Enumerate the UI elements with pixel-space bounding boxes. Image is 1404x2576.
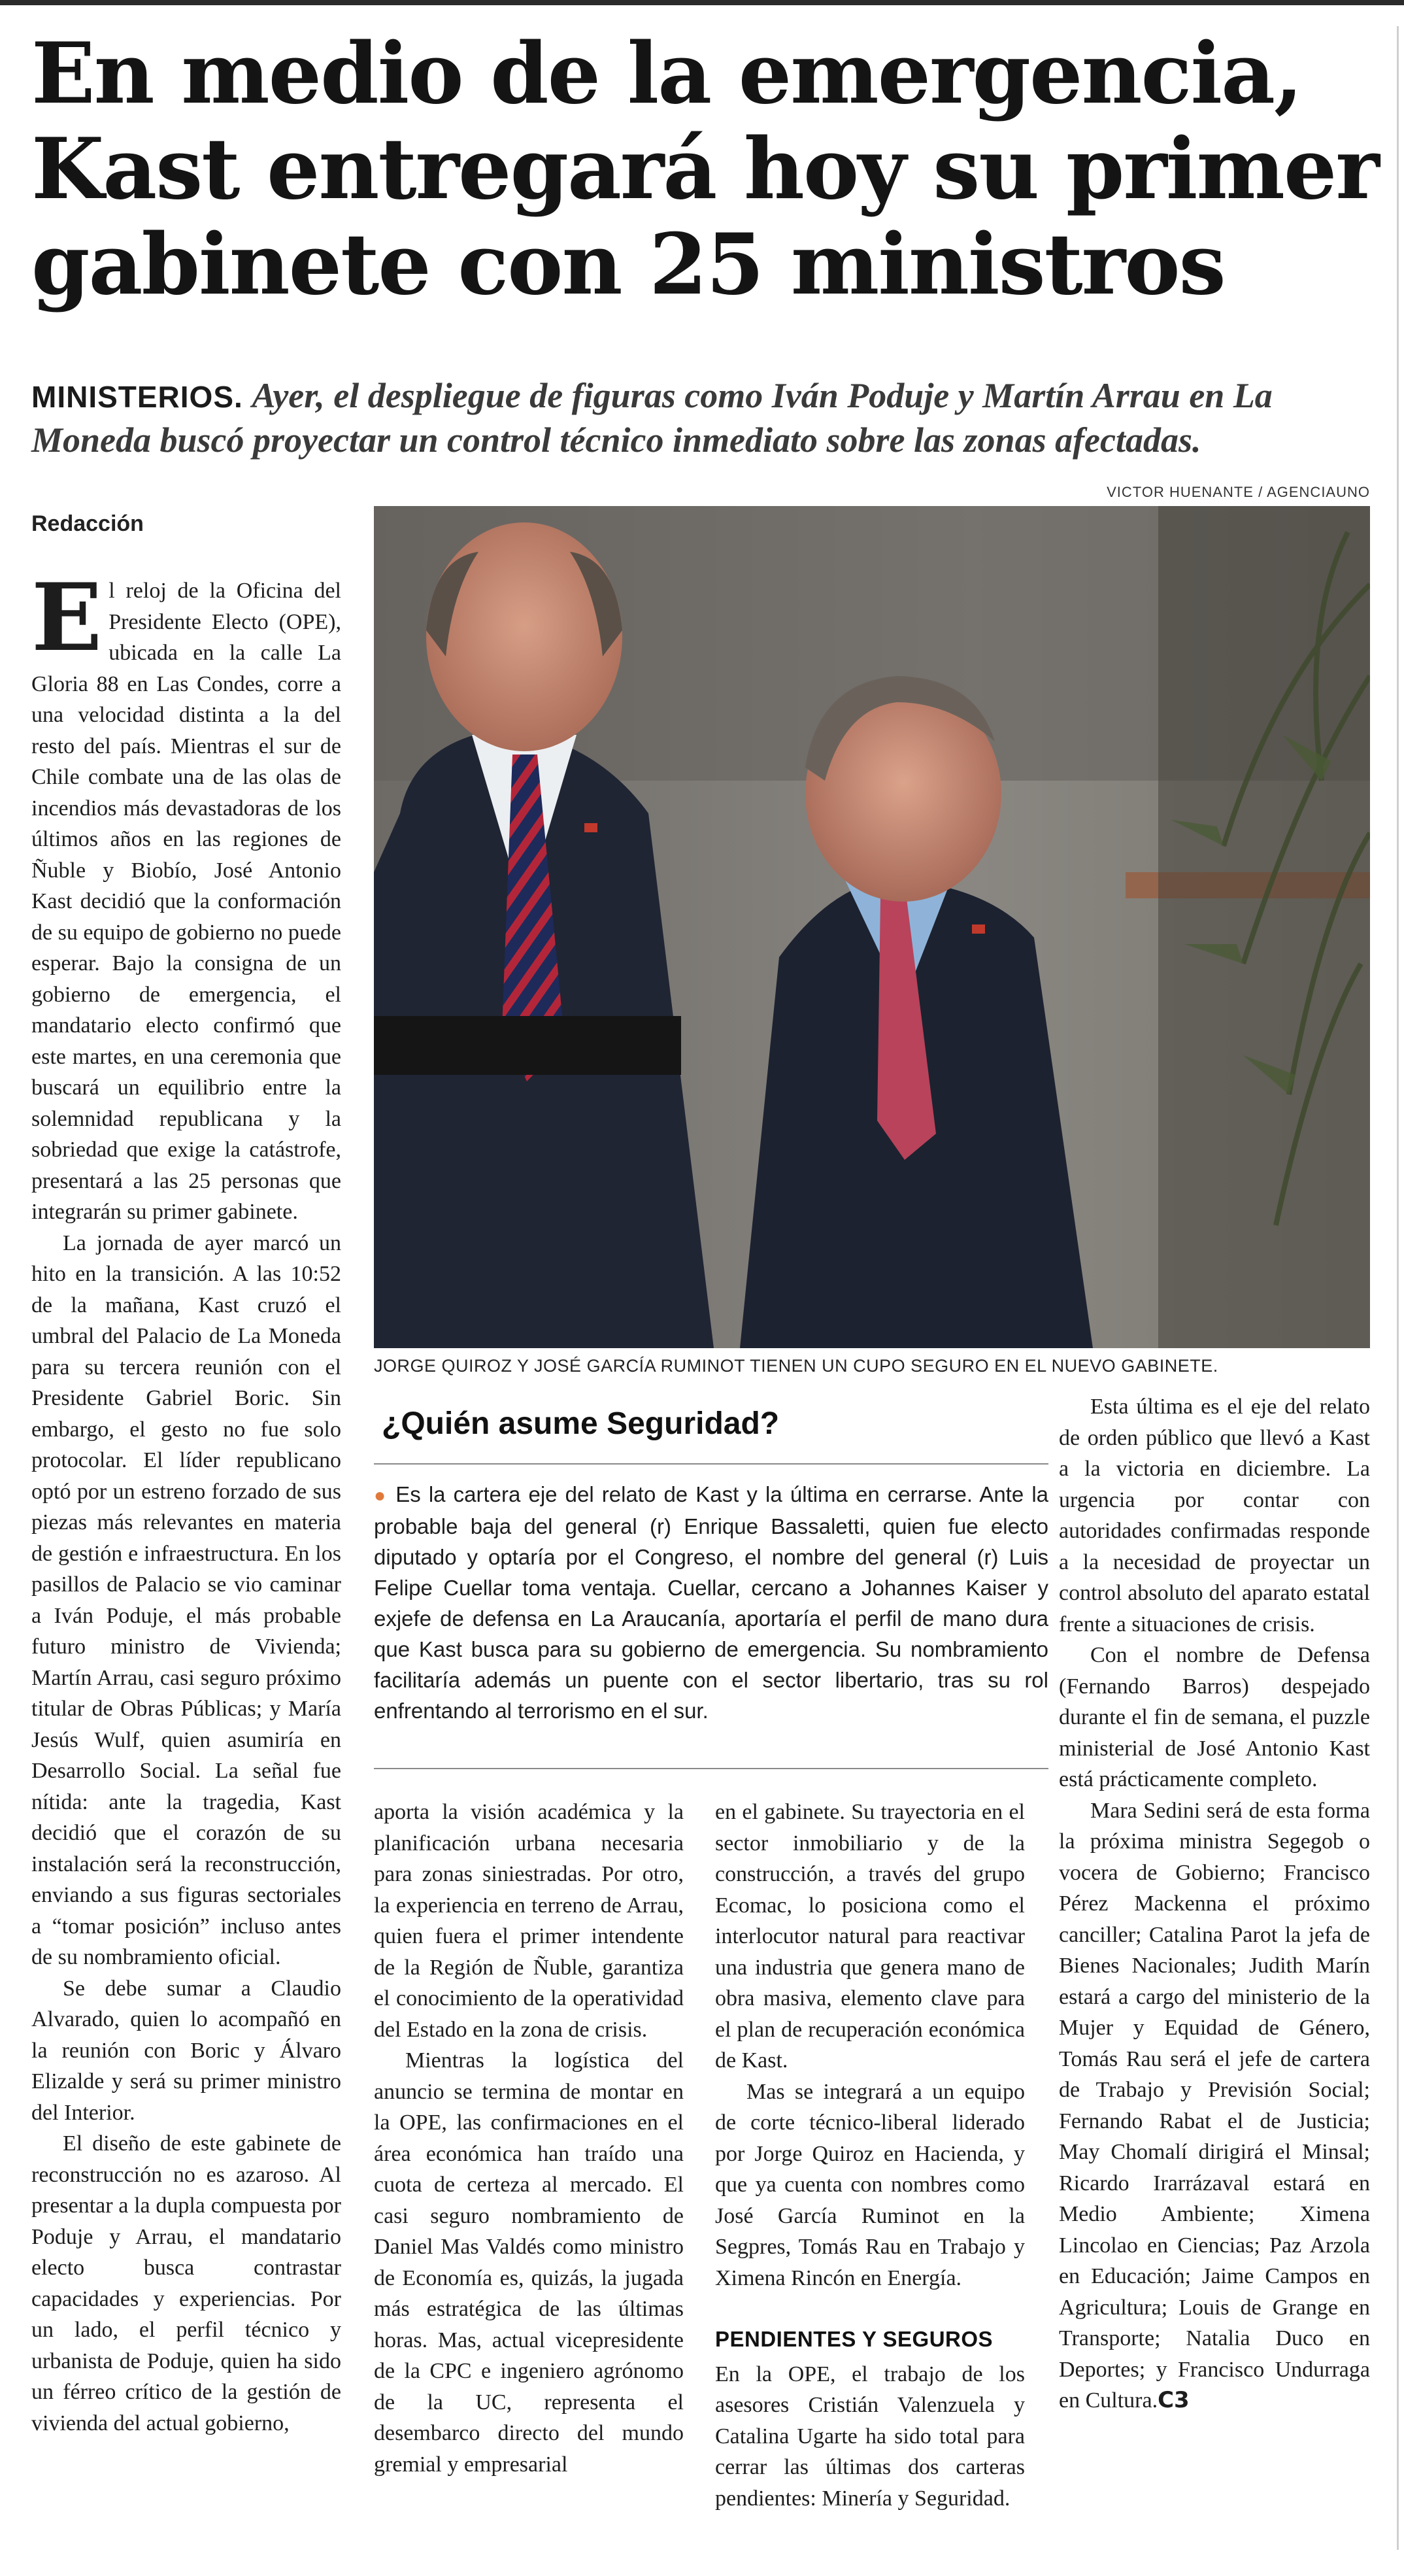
article-paragraph: Mientras la logística del anuncio se termina de montar en la OPE, las confirmaciones en el área económica han traído una cuota de certeza al mercado. El casi seguro nombramiento de Daniel Mas Valdés como ministro de Economía es, quizás, la jugada más estratégica de las últimas horas. Mas, actual vicepresidente de la CPC e ingeniero agrónomo de la UC, representa el desembarco directo del mundo gremial y empresarial bbox=[374, 2048, 684, 2477]
photo-illustration bbox=[374, 506, 1370, 1348]
article-column-3 bbox=[715, 1797, 1025, 2514]
sidebar-box-title: ¿Quién asume Seguridad? bbox=[382, 1406, 780, 1441]
deck bbox=[31, 374, 1378, 462]
article-paragraph: Esta última es el eje del relato de orden público que llevó a Kast a la victoria en diciembre. La urgencia por contar con autoridades confirmadas responde a la necesidad de proyectar un control absoluto del aparato estatal frente a situaciones de crisis. bbox=[1059, 1395, 1370, 1636]
sidebar-box-text: Es la cartera eje del relato de Kast y la última en cerrarse. Ante la probable baja del general (r) Enrique Bassaletti, quien fue electo diputado y optaría por el Congreso, el nombre del general (r) Luis Felipe Cuellar toma ventaja. Cuellar, cercano a Johannes Kaiser y exjefe de defensa en La Araucanía, aportaría el perfil de mano dura que Kast busca para su gobierno de emergencia. Su nombramiento facilitaría además un puente con el sector libertario, tras su rol enfrentando al terrorismo en el sur. bbox=[374, 1482, 1049, 1723]
sidebar-box-rule bbox=[374, 1463, 1048, 1465]
photo-caption: JORGE QUIROZ Y JOSÉ GARCÍA RUMINOT TIENEN UN CUPO SEGURO EN EL NUEVO GABINETE. bbox=[374, 1356, 1218, 1376]
section-kicker: MINISTERIOS. bbox=[31, 380, 243, 414]
article-paragraph: En la OPE, el trabajo de los asesores Cristián Valenzuela y Catalina Ugarte ha sido total para cerrar las últimas dos carteras pendientes: Minería y Seguridad. bbox=[715, 2362, 1025, 2511]
paragraph-text: Mara Sedini será de esta forma la próxima ministra Segegob o vocera de Gobierno; Francisco Pérez Mackenna el próximo canciller; Catalina Parot la jefa de Bienes Nacionales; Judith Marín estará a cargo del ministerio de la Mujer y Equidad de Género, Tomás Rau será el jefe de cartera de Trabajo y Previsión Social; Fernando Rabat el de Justicia; May Chomalí dirigirá el Minsal; Ricardo Irarrázaval estará en Medio Ambiente; Ximena Lincolao en Ciencias; Paz Arzola en Educación; Jaime Campos en Agricultura; Louis de Grange en Transporte; Natalia Duco en Deportes; y Francisco Undurraga en Cultura. bbox=[1059, 1798, 1370, 2413]
article-paragraph: El diseño de este gabinete de reconstrucción no es azaroso. Al presentar a la dupla compuesta por Poduje y Arrau, el mandatario electo busca contrastar capacidades y experiencias. Por un lado, el perfil técnico y urbanista de Poduje, quien ha sido un férreo crítico de la gestión de vivienda del actual gobierno, bbox=[31, 2131, 341, 2435]
headline-line: gabinete con 25 ministros bbox=[31, 216, 1225, 314]
article-column-4 bbox=[1059, 1391, 1370, 2416]
article-paragraph: en el gabinete. Su trayectoria en el sector inmobiliario y de la construcción, a través del grupo Ecomac, lo posiciona como el interlocutor natural para reactivar una industria que genera mano de obra masiva, elemento clave para el plan de recuperación económica de Kast. bbox=[715, 1800, 1025, 2073]
paragraph-text: l reloj de la Oficina del Presidente Electo (OPE), ubicada en la calle La Gloria 88 en Las Condes, corre a una velocidad distinta a la del resto del país. Mientras el sur de Chile combate una de las olas de incendios más devastadoras de los últimos años en las regiones de Ñuble y Biobío, José Antonio Kast decidió que la conformación de su equipo de gobierno no puede esperar. Bajo la consigna de un gobierno de emergencia, el mandatario electo confirmó que este martes, en una ceremonia que buscará un equilibrio entre la solemnidad republicana y la sobriedad que exige la catástrofe, presentará a las 25 personas que integrarán su primer gabinete. bbox=[31, 579, 341, 1224]
drop-cap: E bbox=[31, 564, 103, 672]
column-rule bbox=[1397, 26, 1399, 2550]
article-paragraph: aporta la visión académica y la planificación urbana necesaria para zonas siniestradas. Por otro, la experiencia en terreno de Arrau, quien fuera el primer intendente de la Región de Ñuble, garantiza el conocimiento de la operatividad del Estado en la zona de crisis. bbox=[374, 1800, 684, 2042]
article-column-2 bbox=[374, 1797, 684, 2480]
end-mark-icon: C3 bbox=[1158, 2387, 1190, 2413]
photo-credit: VICTOR HUENANTE / AGENCIAUNO bbox=[1107, 484, 1370, 500]
bullet-icon: ● bbox=[374, 1485, 388, 1506]
article-column-1 bbox=[31, 564, 341, 2439]
article-paragraph bbox=[31, 564, 341, 1228]
news-photo bbox=[374, 506, 1370, 1348]
article-paragraph bbox=[1059, 1795, 1370, 2416]
article-paragraph: La jornada de ayer marcó un hito en la transición. A las 10:52 de la mañana, Kast cruzó el umbral del Palacio de La Moneda para su tercera reunión con el Presidente Gabriel Boric. Sin embargo, el gesto no fue solo protocolar. El líder republicano optó por un estreno forzado de sus piezas más relevantes en materia de gestión e infraestructura. En los pasillos de Palacio se vio caminar a Iván Poduje, el más probable futuro ministro de Vivienda; Martín Arrau, casi seguro próximo titular de Obras Públicas; y María Jesús Wulf, quien asumiría en Desarrollo Social. La señal fue nítida: ante la tragedia, Kast decidió que el corazón de su instalación será la reconstrucción, enviando a sus figuras sectoriales a “tomar posición” incluso antes de su nombramiento oficial. bbox=[31, 1230, 341, 1969]
subheading: PENDIENTES Y SEGUROS bbox=[715, 2327, 994, 2351]
deck-text: Ayer, el despliegue de figuras como Iván Poduje y Martín Arrau en La Moneda buscó proyectar un control técnico inmediato sobre las zonas afectadas. bbox=[31, 376, 1273, 460]
byline: Redacción bbox=[31, 511, 144, 536]
top-rule bbox=[0, 0, 1404, 5]
headline-line: En medio de la emergencia, bbox=[31, 25, 1302, 123]
article-paragraph: Se debe sumar a Claudio Alvarado, quien lo acompañó en la reunión con Boric y Álvaro Elizalde y será su primer ministro del Interior. bbox=[31, 1976, 341, 2125]
article-paragraph: Mas se integrará a un equipo de corte técnico-liberal liderado por Jorge Quiroz en Hacienda, y que ya cuenta con nombres como José García Ruminot en la Segpres, Tomás Rau en Trabajo y Ximena Rincón en Energía. bbox=[715, 2079, 1025, 2290]
article-paragraph: Con el nombre de Defensa (Fernando Barros) despejado durante el fin de semana, el puzzle ministerial de José Antonio Kast está prácticamente completo. bbox=[1059, 1643, 1370, 1791]
sidebar-box-bottom-rule bbox=[374, 1768, 1048, 1769]
sidebar-box-body bbox=[374, 1479, 1048, 1726]
headline bbox=[31, 26, 1391, 313]
headline-line: Kast entregará hoy su primer bbox=[31, 120, 1379, 218]
